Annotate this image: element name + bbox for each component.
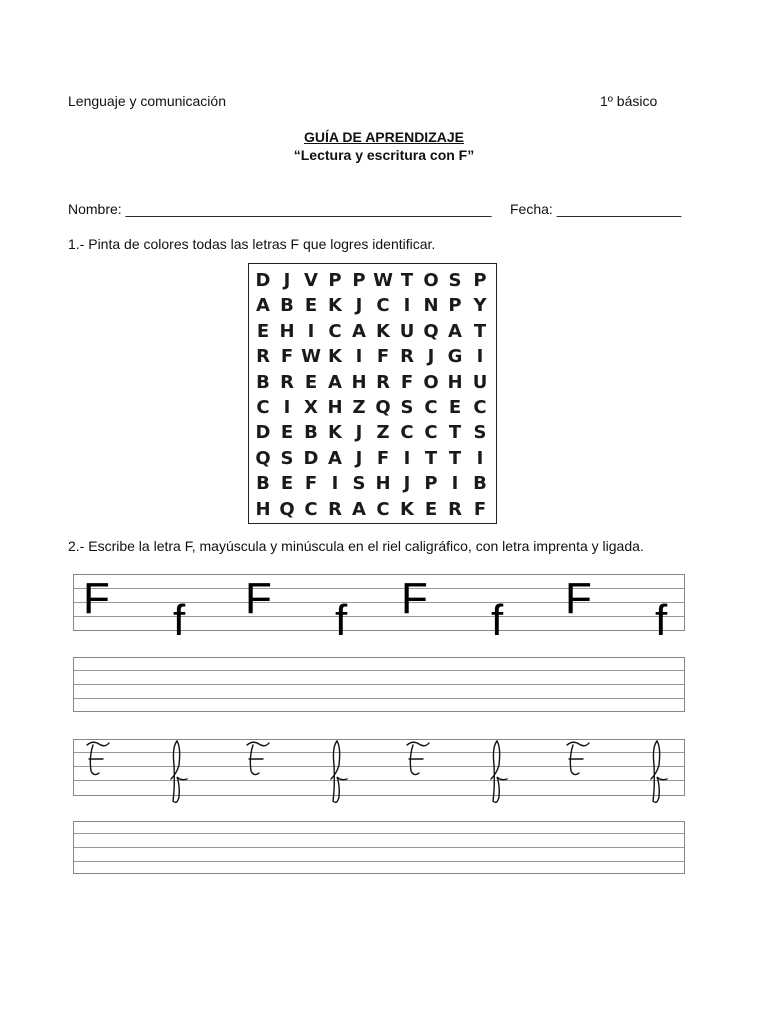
grid-letter[interactable]: Y — [473, 295, 487, 317]
date-field[interactable]: Fecha: ________________ — [510, 201, 682, 217]
cursive-stroke — [331, 741, 347, 802]
grid-letter[interactable]: F — [473, 498, 487, 520]
grid-letter[interactable]: R — [256, 346, 270, 368]
grid-row — [249, 293, 496, 318]
grid-letter[interactable]: I — [476, 447, 484, 469]
grid-letter[interactable]: J — [283, 270, 291, 291]
grid-letter[interactable]: C — [473, 397, 487, 418]
exercise1-instruction: 1.- Pinta de colores todas las letras F que logres identificar. — [68, 236, 436, 252]
riel-cursive-practice[interactable] — [73, 821, 685, 874]
grid-letter[interactable]: I — [355, 346, 363, 368]
cursive-stroke — [567, 742, 589, 774]
grid-letter[interactable]: F — [280, 346, 294, 368]
grid-letter[interactable]: O — [423, 270, 439, 291]
cursive-stroke — [171, 741, 187, 802]
grid-letter[interactable]: P — [352, 270, 366, 291]
riel-print-practice[interactable] — [73, 657, 685, 712]
grid-letter[interactable]: R — [400, 346, 414, 368]
grid-letter[interactable]: P — [424, 473, 438, 495]
grid-letter[interactable]: F — [400, 371, 414, 393]
grid-letter[interactable]: J — [355, 422, 363, 444]
grade-label: 1º básico — [600, 93, 658, 109]
grid-letter[interactable]: K — [328, 346, 342, 368]
print-letter-uppercase: F — [245, 574, 272, 623]
cursive-letter-lowercase — [171, 741, 187, 802]
print-letter-uppercase: F — [565, 574, 592, 623]
grid-letter[interactable]: E — [448, 397, 462, 418]
grid-letter[interactable]: T — [424, 447, 438, 469]
grid-letter[interactable]: R — [448, 498, 462, 520]
grid-letter[interactable]: I — [331, 473, 339, 495]
grid-row — [249, 420, 496, 445]
grid-letter[interactable]: N — [423, 295, 439, 317]
subject-label: Lenguaje y comunicación — [68, 93, 226, 109]
print-letter-lowercase: f — [173, 596, 186, 645]
grid-letter[interactable]: W — [301, 346, 321, 368]
grid-letter[interactable]: D — [255, 270, 271, 291]
grid-letter[interactable]: U — [399, 320, 415, 342]
cursive-stroke — [651, 741, 667, 802]
print-letters-svg — [73, 565, 685, 645]
riel-cursive-example — [73, 739, 685, 796]
grid-letter[interactable]: A — [352, 320, 366, 342]
grid-letter[interactable]: T — [400, 270, 414, 291]
grid-letter[interactable]: E — [304, 371, 318, 393]
grid-letter[interactable]: F — [304, 473, 318, 495]
grid-letter[interactable]: F — [376, 447, 390, 469]
grid-letter[interactable]: J — [355, 447, 363, 469]
grid-letter[interactable]: B — [304, 422, 318, 444]
grid-letter[interactable]: I — [403, 447, 411, 469]
grid-letter[interactable]: P — [328, 270, 342, 291]
grid-letter[interactable]: H — [255, 498, 271, 520]
cursive-letter-lowercase — [331, 741, 347, 802]
grid-letter[interactable]: S — [280, 447, 294, 469]
grid-letter[interactable]: S — [473, 422, 487, 444]
grid-letter[interactable]: I — [476, 346, 484, 368]
grid-letter[interactable]: C — [256, 397, 270, 418]
grid-letter[interactable]: Z — [376, 422, 390, 444]
grid-letter[interactable]: E — [256, 320, 270, 342]
grid-letter[interactable]: R — [376, 371, 390, 393]
cursive-stroke — [407, 742, 429, 774]
grid-letter[interactable]: B — [256, 371, 270, 393]
grid-letter[interactable]: B — [280, 295, 294, 317]
grid-letter[interactable]: J — [403, 473, 411, 495]
grid-row — [249, 344, 496, 369]
grid-letter[interactable]: C — [376, 295, 390, 317]
grid-letter[interactable]: B — [256, 473, 270, 495]
print-letter-lowercase: f — [335, 596, 348, 645]
grid-letter[interactable]: H — [447, 371, 463, 393]
name-field[interactable]: Nombre: _______________________________________________ — [68, 201, 492, 217]
grid-letter[interactable]: T — [448, 422, 462, 444]
cursive-letter-lowercase — [651, 741, 667, 802]
grid-row — [249, 395, 496, 420]
page-subtitle: “Lectura y escritura con F” — [293, 147, 475, 163]
grid-row — [249, 446, 496, 471]
grid-letter[interactable]: V — [304, 270, 318, 291]
grid-letter[interactable]: A — [328, 371, 342, 393]
page-title: GUÍA DE APRENDIZAJE — [304, 129, 464, 145]
grid-letter[interactable]: C — [304, 498, 318, 520]
print-letter-uppercase: F — [401, 574, 428, 623]
grid-letter[interactable]: H — [279, 320, 295, 342]
grid-letter[interactable]: A — [352, 498, 366, 520]
grid-letter[interactable]: E — [424, 498, 438, 520]
grid-row — [249, 319, 496, 344]
cursive-letter-lowercase — [491, 741, 507, 802]
grid-letter[interactable]: B — [473, 473, 487, 495]
grid-letter[interactable]: K — [328, 295, 342, 317]
cursive-stroke — [491, 741, 507, 802]
grid-letter[interactable]: O — [423, 371, 439, 393]
grid-row — [249, 497, 496, 522]
grid-letter[interactable]: A — [256, 295, 270, 317]
grid-letter[interactable]: T — [473, 320, 487, 342]
grid-letter[interactable]: K — [400, 498, 414, 520]
word-search-grid[interactable] — [248, 263, 497, 524]
cursive-letter-uppercase — [87, 742, 109, 774]
exercise2-instruction: 2.- Escribe la letra F, mayúscula y minúscula en el riel caligráfico, con letra imprenta y ligada. — [68, 538, 644, 554]
print-letter-lowercase: f — [491, 596, 504, 645]
grid-letter[interactable]: C — [376, 498, 390, 520]
grid-letter[interactable]: J — [355, 295, 363, 317]
grid-letter[interactable]: R — [280, 371, 294, 393]
grid-letter[interactable]: Q — [279, 498, 295, 520]
grid-letter[interactable]: E — [304, 295, 318, 317]
cursive-letter-uppercase — [247, 742, 269, 774]
grid-letter[interactable]: E — [280, 473, 294, 495]
grid-letter[interactable]: R — [328, 498, 342, 520]
grid-row — [249, 268, 496, 293]
grid-letter[interactable]: X — [304, 397, 318, 418]
grid-letter[interactable]: G — [447, 346, 463, 368]
grid-letter[interactable]: I — [283, 397, 291, 418]
print-letter-lowercase: f — [655, 596, 668, 645]
grid-letter[interactable]: S — [400, 397, 414, 418]
grid-letter[interactable]: D — [255, 422, 271, 444]
grid-letter[interactable]: I — [403, 295, 411, 317]
grid-letter[interactable]: C — [328, 320, 342, 342]
cursive-letter-uppercase — [407, 742, 429, 774]
grid-letter[interactable]: D — [303, 447, 319, 469]
grid-row — [249, 370, 496, 395]
grid-letter[interactable]: C — [424, 422, 438, 444]
grid-letter[interactable]: I — [307, 320, 315, 342]
cursive-letter-uppercase — [567, 742, 589, 774]
grid-letter[interactable]: F — [376, 346, 390, 368]
grid-letter[interactable]: K — [328, 422, 342, 444]
grid-letter[interactable]: Q — [375, 397, 391, 418]
grid-row — [249, 471, 496, 496]
grid-letter[interactable]: E — [280, 422, 294, 444]
grid-letter[interactable]: A — [448, 320, 462, 342]
grid-letter[interactable]: P — [473, 270, 487, 291]
grid-letter[interactable]: S — [352, 473, 366, 495]
grid-letter[interactable]: A — [328, 447, 342, 469]
grid-letter[interactable]: H — [375, 473, 391, 495]
grid-letter[interactable]: C — [400, 422, 414, 444]
grid-letter[interactable]: C — [424, 397, 438, 418]
grid-letter[interactable]: S — [448, 270, 462, 291]
grid-letter[interactable]: H — [327, 397, 343, 418]
cursive-letters-svg — [73, 739, 685, 809]
grid-letter[interactable]: K — [376, 320, 390, 342]
grid-letter[interactable]: U — [472, 371, 488, 393]
grid-letter[interactable]: H — [351, 371, 367, 393]
grid-letter[interactable]: W — [373, 270, 393, 291]
grid-letter[interactable]: Q — [423, 320, 439, 342]
grid-letter[interactable]: P — [448, 295, 462, 317]
grid-letter[interactable]: T — [448, 447, 462, 469]
grid-letter[interactable]: I — [451, 473, 459, 495]
cursive-stroke — [247, 742, 269, 774]
print-letter-uppercase: F — [83, 574, 110, 623]
grid-letter[interactable]: Q — [255, 447, 271, 469]
riel-print-example — [73, 574, 685, 645]
cursive-stroke — [87, 742, 109, 774]
grid-letter[interactable]: Z — [352, 397, 366, 418]
grid-letter[interactable]: J — [427, 346, 435, 368]
